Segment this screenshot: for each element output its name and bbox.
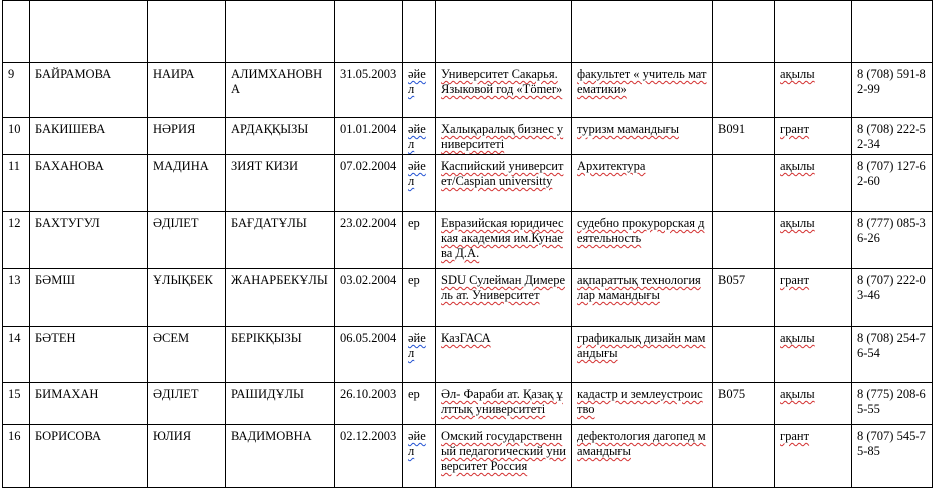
program-code-cell [713, 425, 775, 488]
specialty-cell [572, 118, 713, 155]
gender-text: ер [408, 273, 420, 287]
gender-text: ер [408, 387, 420, 401]
surname-cell [30, 269, 148, 327]
specialty-cell [572, 327, 713, 383]
birth-date-text: 06.05.2004 [340, 331, 397, 345]
funding-text: грант [780, 429, 810, 443]
patronymic-cell [226, 212, 335, 269]
specialty-text: Архитектура [577, 159, 646, 173]
university-cell [436, 212, 572, 269]
name-cell [148, 425, 226, 488]
header-cell [148, 1, 226, 63]
gender-cell [403, 118, 436, 155]
row-number-cell [3, 63, 30, 118]
program-code-text: В057 [718, 273, 746, 287]
funding-cell [775, 212, 852, 269]
patronymic-text: РАШИДҰЛЫ [231, 387, 304, 401]
name-text: ӘСЕМ [153, 331, 190, 345]
header-cell [335, 1, 403, 63]
university-cell [436, 425, 572, 488]
program-code-cell [713, 269, 775, 327]
specialty-cell [572, 269, 713, 327]
header-cell [403, 1, 436, 63]
funding-text: ақылы [780, 159, 815, 173]
phone-text: 8 (708) 254-76-54 [857, 331, 926, 360]
birth-date-cell [335, 269, 403, 327]
phone-text: 8 (707) 222-03-46 [857, 273, 926, 302]
birth-date-text: 31.05.2003 [340, 67, 397, 81]
university-text: Университет Сакарья. Языковой год «Tömer» [441, 67, 563, 96]
name-text: НӘРИЯ [153, 122, 196, 136]
surname-text: БОРИСОВА [35, 429, 102, 443]
program-code-cell [713, 212, 775, 269]
surname-cell [30, 327, 148, 383]
surname-cell [30, 63, 148, 118]
specialty-cell [572, 155, 713, 212]
funding-cell [775, 155, 852, 212]
row-number-text: 14 [8, 331, 21, 345]
header-cell [713, 1, 775, 63]
birth-date-cell [335, 425, 403, 488]
surname-text: БАХТУГУЛ [35, 216, 100, 230]
phone-cell [852, 269, 933, 327]
phone-text: 8 (708) 591-82-99 [857, 67, 926, 96]
funding-text: грант [780, 273, 810, 287]
patronymic-cell [226, 425, 335, 488]
specialty-text: дефектология дагопед мамандығы [577, 429, 706, 458]
program-code-text: В075 [718, 387, 746, 401]
header-cell [852, 1, 933, 63]
birth-date-cell [335, 212, 403, 269]
header-cell [226, 1, 335, 63]
birth-date-text: 23.02.2004 [340, 216, 397, 230]
program-code-cell [713, 155, 775, 212]
surname-cell [30, 425, 148, 488]
phone-text: 8 (777) 085-36-26 [857, 216, 926, 245]
row-number-text: 13 [8, 273, 21, 287]
row-number-text: 12 [8, 216, 21, 230]
table-row [3, 212, 933, 269]
gender-text: ер [408, 216, 420, 230]
name-cell [148, 327, 226, 383]
phone-text: 8 (707) 545-75-85 [857, 429, 926, 458]
birth-date-cell [335, 383, 403, 425]
gender-cell [403, 155, 436, 212]
header-cell [30, 1, 148, 63]
header-cell [572, 1, 713, 63]
specialty-cell [572, 63, 713, 118]
university-text: Омский государственный педагогический университет Россия [441, 429, 566, 473]
patronymic-text: БЕРІКҚЫЗЫ [231, 331, 302, 345]
row-number-cell [3, 118, 30, 155]
phone-cell [852, 212, 933, 269]
surname-text: БИМАХАН [35, 387, 99, 401]
patronymic-cell [226, 155, 335, 212]
phone-cell [852, 383, 933, 425]
table-row [3, 155, 933, 212]
name-cell [148, 63, 226, 118]
birth-date-cell [335, 63, 403, 118]
university-cell [436, 269, 572, 327]
row-number-cell [3, 327, 30, 383]
funding-text: грант [780, 122, 810, 136]
university-text: Әл- Фараби ат. Қазақ ұлттық университеті [441, 387, 563, 416]
name-text: ЮЛИЯ [153, 429, 192, 443]
patronymic-cell [226, 63, 335, 118]
row-number-cell [3, 212, 30, 269]
name-text: НАИРА [153, 67, 195, 81]
university-cell [436, 327, 572, 383]
program-code-text: В091 [718, 122, 746, 136]
gender-cell [403, 63, 436, 118]
university-text: Халықаралық бизнес университеті [441, 122, 564, 151]
patronymic-text: ЖАНАРБЕКҰЛЫ [231, 273, 328, 287]
surname-cell [30, 155, 148, 212]
surname-text: БӘТЕН [35, 331, 76, 345]
patronymic-text: ЗИЯТ КИЗИ [231, 159, 299, 173]
header-row [3, 1, 933, 63]
table-row [3, 383, 933, 425]
patronymic-text: БАҒДАТҰЛЫ [231, 216, 307, 230]
birth-date-text: 02.12.2003 [340, 429, 397, 443]
birth-date-text: 26.10.2003 [340, 387, 397, 401]
funding-cell [775, 118, 852, 155]
header-cell [3, 1, 30, 63]
phone-cell [852, 327, 933, 383]
birth-date-text: 01.01.2004 [340, 122, 397, 136]
specialty-text: ақпараттық технологиялар мамандығы [577, 273, 701, 302]
funding-cell [775, 425, 852, 488]
phone-cell [852, 425, 933, 488]
specialty-cell [572, 212, 713, 269]
funding-cell [775, 383, 852, 425]
name-text: ҰЛЫҚБЕК [153, 273, 213, 287]
specialty-text: факультет « учитель математики» [577, 67, 707, 96]
table-row [3, 63, 933, 118]
phone-text: 8 (775) 208-65-55 [857, 387, 926, 416]
specialty-text: судебно прокурорская деятельность [577, 216, 705, 245]
surname-text: БАЙРАМОВА [35, 67, 112, 81]
patronymic-text: АРДАҚҚЫЗЫ [231, 122, 309, 136]
table-row [3, 425, 933, 488]
patronymic-cell [226, 383, 335, 425]
university-text: Каспийский университет/Caspian universitty [441, 159, 564, 188]
university-cell [436, 63, 572, 118]
gender-cell [403, 269, 436, 327]
specialty-text: кадастр и землеустроиство [577, 387, 703, 416]
patronymic-text: АЛИМХАНОВНА [231, 67, 323, 96]
name-text: ӘДІЛЕТ [153, 387, 199, 401]
table-row [3, 269, 933, 327]
name-cell [148, 212, 226, 269]
birth-date-text: 07.02.2004 [340, 159, 397, 173]
surname-text: БАКИШЕВА [35, 122, 106, 136]
gender-text: әйел [408, 429, 426, 458]
phone-cell [852, 155, 933, 212]
program-code-cell [713, 327, 775, 383]
program-code-cell [713, 118, 775, 155]
birth-date-cell [335, 118, 403, 155]
funding-cell [775, 63, 852, 118]
patronymic-cell [226, 327, 335, 383]
program-code-cell [713, 383, 775, 425]
specialty-text: туризм мамандығы [577, 122, 680, 136]
specialty-cell [572, 425, 713, 488]
phone-cell [852, 63, 933, 118]
program-code-cell [713, 63, 775, 118]
patronymic-text: ВАДИМОВНА [231, 429, 312, 443]
student-table [2, 0, 933, 488]
row-number-text: 9 [8, 67, 15, 81]
header-cell [775, 1, 852, 63]
table-row [3, 118, 933, 155]
table-row [3, 327, 933, 383]
row-number-text: 10 [8, 122, 21, 136]
gender-cell [403, 327, 436, 383]
surname-text: БАХАНОВА [35, 159, 104, 173]
name-text: МАДИНА [153, 159, 209, 173]
birth-date-cell [335, 327, 403, 383]
gender-cell [403, 212, 436, 269]
specialty-text: графикалық дизайн мамандығы [577, 331, 706, 360]
row-number-cell [3, 383, 30, 425]
gender-cell [403, 425, 436, 488]
funding-text: ақылы [780, 331, 815, 345]
university-text: SDU Сулейман Димерель ат. Университет [441, 273, 565, 302]
surname-cell [30, 118, 148, 155]
name-cell [148, 118, 226, 155]
funding-text: ақылы [780, 216, 815, 230]
patronymic-cell [226, 269, 335, 327]
name-text: ӘДІЛЕТ [153, 216, 199, 230]
name-cell [148, 269, 226, 327]
table-body [3, 1, 933, 488]
name-cell [148, 383, 226, 425]
gender-text: әйел [408, 159, 426, 188]
funding-cell [775, 269, 852, 327]
gender-text: әйел [408, 67, 426, 96]
row-number-text: 15 [8, 387, 21, 401]
funding-text: ақылы [780, 67, 815, 81]
row-number-text: 16 [8, 429, 21, 443]
university-cell [436, 118, 572, 155]
university-text: Евразийская юридическая академия им.Кунаева Д.А. [441, 216, 564, 260]
patronymic-cell [226, 118, 335, 155]
surname-cell [30, 383, 148, 425]
funding-text: ақылы [780, 387, 815, 401]
row-number-cell [3, 425, 30, 488]
name-cell [148, 155, 226, 212]
row-number-cell [3, 155, 30, 212]
header-cell [436, 1, 572, 63]
phone-cell [852, 118, 933, 155]
birth-date-text: 03.02.2004 [340, 273, 397, 287]
surname-cell [30, 212, 148, 269]
university-cell [436, 383, 572, 425]
university-text: КазГАСА [441, 331, 491, 345]
gender-cell [403, 383, 436, 425]
row-number-cell [3, 269, 30, 327]
funding-cell [775, 327, 852, 383]
row-number-text: 11 [8, 159, 21, 173]
university-cell [436, 155, 572, 212]
gender-text: әйел [408, 331, 426, 360]
birth-date-cell [335, 155, 403, 212]
phone-text: 8 (707) 127-62-60 [857, 159, 926, 188]
gender-text: әйел [408, 122, 426, 151]
specialty-cell [572, 383, 713, 425]
surname-text: БӘМШ [35, 273, 75, 287]
phone-text: 8 (708) 222-52-34 [857, 122, 926, 151]
